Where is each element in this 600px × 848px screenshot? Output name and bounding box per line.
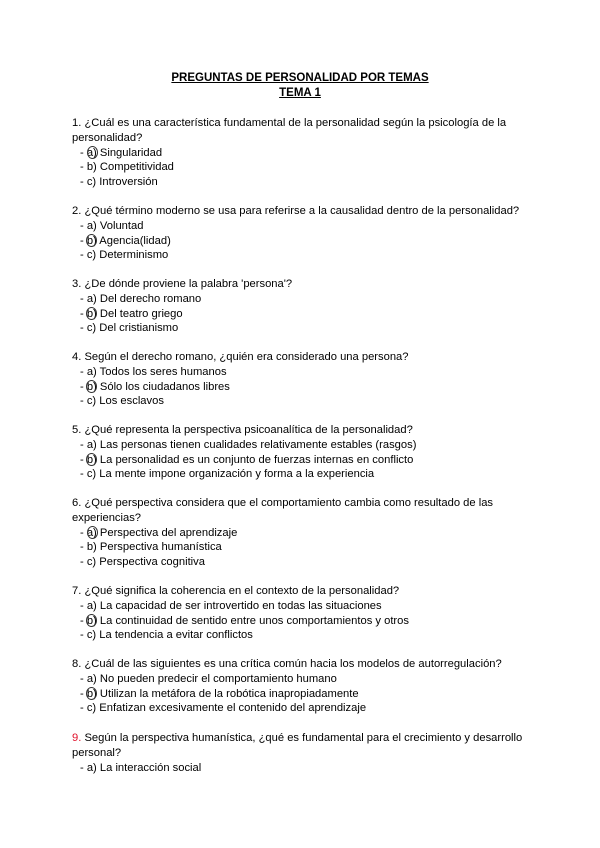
answer-circle-mark bbox=[86, 687, 97, 700]
question-6 bbox=[72, 496, 532, 570]
question-3 bbox=[72, 277, 532, 336]
question-7 bbox=[72, 584, 532, 643]
question-number: 2. bbox=[72, 205, 82, 217]
option-b: - b) Agencia(lidad) bbox=[80, 234, 171, 247]
option-c: - c) Enfatizan excesivamente el contenido del aprendizaje bbox=[80, 702, 367, 715]
option-c: - c) Determinismo bbox=[80, 249, 169, 262]
question-1 bbox=[72, 116, 532, 190]
option-a: - a) Todos los seres humanos bbox=[80, 365, 227, 378]
question-2 bbox=[72, 204, 532, 263]
option-b: - b) Perspectiva humanística bbox=[80, 541, 222, 554]
question-5 bbox=[72, 423, 532, 482]
question-8 bbox=[72, 657, 532, 716]
question-text: 3. ¿De dónde proviene la palabra 'persona'? bbox=[72, 278, 293, 290]
option-b: - b) Sólo los ciudadanos libres bbox=[80, 380, 230, 393]
option-b: - b) La continuidad de sentido entre unos comportamientos y otros bbox=[80, 614, 409, 627]
question-text: 4. Según el derecho romano, ¿quién era considerado una persona? bbox=[72, 351, 409, 363]
question-number: 5. bbox=[72, 424, 82, 436]
answer-circle-mark bbox=[86, 307, 97, 320]
answer-circle-mark bbox=[86, 453, 97, 466]
option-a: - a) Perspectiva del aprendizaje bbox=[80, 526, 238, 539]
question-text: 9. Según la perspectiva humanística, ¿qué es fundamental para el crecimiento y desarrollo personal? bbox=[72, 732, 523, 759]
option-c: - c) Los esclavos bbox=[80, 395, 164, 408]
question-number: 8. bbox=[72, 658, 82, 670]
option-a: - a) La interacción social bbox=[80, 761, 202, 774]
option-b: - b) Utilizan la metáfora de la robótica inapropiadamente bbox=[80, 687, 359, 700]
document-subtitle: TEMA 1 bbox=[279, 87, 321, 99]
document-title: PREGUNTAS DE PERSONALIDAD POR TEMAS bbox=[171, 72, 429, 84]
question-text: 7. ¿Qué significa la coherencia en el contexto de la personalidad? bbox=[72, 585, 400, 597]
option-a: - a) Voluntad bbox=[80, 219, 144, 232]
option-c: - c) La tendencia a evitar conflictos bbox=[80, 629, 253, 642]
question-text: 8. ¿Cuál de las siguientes es una crítica común hacia los modelos de autorregulación? bbox=[72, 658, 502, 670]
option-a: - a) Singularidad bbox=[80, 146, 163, 159]
option-a: - a) Del derecho romano bbox=[80, 292, 202, 305]
option-c: - c) Perspectiva cognitiva bbox=[80, 556, 205, 569]
question-4 bbox=[72, 350, 532, 409]
question-number: 3. bbox=[72, 278, 82, 290]
option-a: - a) Las personas tienen cualidades relativamente estables (rasgos) bbox=[80, 438, 417, 451]
answer-circle-mark bbox=[86, 614, 97, 627]
question-9 bbox=[72, 731, 532, 775]
question-number: 7. bbox=[72, 585, 82, 597]
option-a: - a) No pueden predecir el comportamiento humano bbox=[80, 672, 337, 685]
question-number: 9. bbox=[72, 732, 82, 744]
option-b: - b) La personalidad es un conjunto de fuerzas internas en conflicto bbox=[80, 453, 414, 466]
answer-circle-mark bbox=[86, 380, 97, 393]
answer-circle-mark bbox=[87, 146, 98, 159]
question-number: 4. bbox=[72, 351, 82, 363]
question-text: 1. ¿Cuál es una característica fundamental de la personalidad según la psicología de la personalidad? bbox=[72, 117, 507, 144]
question-text: 5. ¿Qué representa la perspectiva psicoanalítica de la personalidad? bbox=[72, 424, 413, 436]
answer-circle-mark bbox=[87, 526, 98, 539]
option-c: - c) La mente impone organización y forma a la experiencia bbox=[80, 468, 375, 481]
option-b: - b) Competitividad bbox=[80, 161, 174, 174]
option-c: - c) Del cristianismo bbox=[80, 322, 179, 335]
question-number: 1. bbox=[72, 117, 82, 129]
question-text: 6. ¿Qué perspectiva considera que el comportamiento cambia como resultado de las experiencias? bbox=[72, 497, 494, 524]
option-c: - c) Introversión bbox=[80, 176, 158, 189]
question-number: 6. bbox=[72, 497, 82, 509]
question-text: 2. ¿Qué término moderno se usa para referirse a la causalidad dentro de la personalidad? bbox=[72, 205, 520, 217]
option-b: - b) Del teatro griego bbox=[80, 307, 183, 320]
answer-circle-mark bbox=[86, 234, 97, 247]
option-a: - a) La capacidad de ser introvertido en todas las situaciones bbox=[80, 599, 382, 612]
